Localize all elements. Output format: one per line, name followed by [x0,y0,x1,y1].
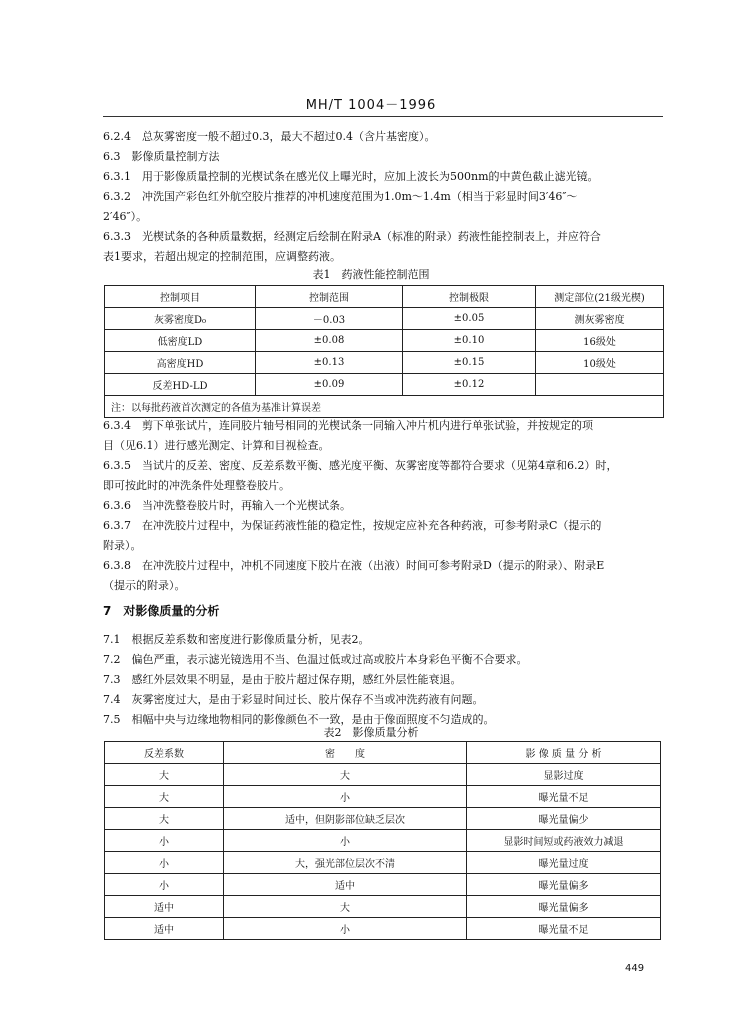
table2-cell: 适中 [105,918,224,940]
table2-header-cell: 密 度 [224,742,467,764]
table-row [105,918,661,940]
table2-cell: 显影时间短或药液效力减退 [467,830,661,852]
standard-code-header: MH/T 1004－1996 [305,98,437,113]
table2-cell: 大 [105,786,224,808]
table1-cell: ±0.10 [403,330,536,352]
table-row [105,330,664,352]
table-row [105,786,661,808]
para-6-3-5: 6.3.5 当试片的反差、密度、反差系数平衡、感光度平衡、灰雾密度等都符合要求（见第4章和6.2）时， [103,459,618,472]
table1-cell: ±0.15 [403,352,536,374]
table-row [105,308,664,330]
table1-cell: 16级处 [536,330,664,352]
table1-cell: ±0.08 [256,330,403,352]
table1-cell: 低密度LD [105,330,256,352]
para-6-3-3-cont: 表1要求，若超出规定的控制范围，应调整药液。 [103,250,341,263]
table2-cell: 大，强光部位层次不清 [224,852,467,874]
header-rule [103,116,663,117]
table2-cell: 适中 [224,874,467,896]
table1-cell [536,374,664,396]
table2-cell: 大 [224,764,467,786]
para-7-1: 7.1 根据反差系数和密度进行影像质量分析，见表2。 [103,633,370,646]
para-6-3-3: 6.3.3 光楔试条的各种质量数据，经测定后绘制在附录A（标准的附录）药液性能控制表上，并应符合 [103,230,601,243]
table1-cell: 灰雾密度D₀ [105,308,256,330]
para-7-3: 7.3 感红外层效果不明显，是由于胶片超过保存期，感红外层性能衰退。 [103,673,462,686]
table2-cell: 小 [105,874,224,896]
table2-header-cell: 影 像 质 量 分 析 [467,742,661,764]
table2-cell: 小 [224,918,467,940]
table2-header-row [105,742,661,764]
table1-cell: 10级处 [536,352,664,374]
table-row [105,764,661,786]
table2-caption: 表2 影像质量分析 [323,726,419,739]
table2-cell: 曝光量偏少 [467,808,661,830]
table2-cell: 小 [105,852,224,874]
page-number: 449 [625,963,645,974]
table2-cell: 小 [105,830,224,852]
para-6-3-8: 6.3.8 在冲洗胶片过程中，冲机不同速度下胶片在液（出液）时间可参考附录D（提示的附录）、附录E [103,559,605,572]
table-row [105,808,661,830]
table2-cell: 大 [105,764,224,786]
table1-cell: 高密度HD [105,352,256,374]
para-6-2-4: 6.2.4 总灰雾密度一般不超过0.3，最大不超过0.4（含片基密度）。 [103,130,436,143]
para-6-3-8-cont: （提示的附录）。 [103,579,186,592]
table2-header-cell: 反差系数 [105,742,224,764]
para-7-4: 7.4 灰雾密度过大，是由于彩显时间过长、胶片保存不当或冲洗药液有问题。 [103,693,484,706]
table1-cell: ±0.05 [403,308,536,330]
table2-cell: 适中，但阴影部位缺乏层次 [224,808,467,830]
para-6-3-1: 6.3.1 用于影像质量控制的光楔试条在感光仪上曝光时，应加上波长为500nm的中黄色截止滤光镜。 [103,170,599,183]
table2-cell: 小 [224,786,467,808]
para-6-3-4: 6.3.4 剪下单张试片，连同胶片轴号相同的光楔试条一同输入冲片机内进行单张试验，并按规定的项 [103,419,593,432]
para-7-5: 7.5 相幅中央与边缘地物相同的影像颜色不一致，是由于像面照度不匀造成的。 [103,713,495,726]
para-7-2: 7.2 偏色严重，表示滤光镜选用不当、色温过低或过高或胶片本身彩色平衡不合要求。 [103,653,528,666]
table-row [105,874,661,896]
table2-cell: 曝光量不足 [467,786,661,808]
para-6-3-7: 6.3.7 在冲洗胶片过程中，为保证药液性能的稳定性，按规定应补充各种药液，可参考附录C（提示的 [103,519,602,532]
table1-cell: 测灰雾密度 [536,308,664,330]
para-6-3-6: 6.3.6 当冲洗整卷胶片时，再输入一个光楔试条。 [103,499,351,512]
table1-header-cell: 控制极限 [403,286,536,308]
table1 [104,285,664,418]
table1-header-cell: 测定部位(21级光楔) [536,286,664,308]
table1-header-row [105,286,664,308]
table-row [105,852,661,874]
table1-note-row [105,396,664,418]
table2-cell: 曝光量偏多 [467,896,661,918]
para-6-3-5-cont: 即可按此时的冲洗条件处理整卷胶片。 [103,479,290,492]
table2-cell: 大 [105,808,224,830]
table1-caption: 表1 药液性能控制范围 [312,268,430,281]
para-6-3-2-cont: 2′46″）。 [103,210,148,223]
table2-cell: 适中 [105,896,224,918]
table1-cell: 反差HD-LD [105,374,256,396]
table-row [105,374,664,396]
table2 [104,741,661,940]
table1-cell: ±0.12 [403,374,536,396]
table-row [105,830,661,852]
para-6-3: 6.3 影像质量控制方法 [103,150,220,163]
table2-cell: 曝光量不足 [467,918,661,940]
table1-header-cell: 控制范围 [256,286,403,308]
para-6-3-7-cont: 附录）。 [103,539,142,552]
table1-header-cell: 控制项目 [105,286,256,308]
table2-cell: 曝光量过度 [467,852,661,874]
section-7-title: 7 对影像质量的分析 [103,604,220,618]
table1-cell: ±0.09 [256,374,403,396]
table-row [105,352,664,374]
table2-cell: 大 [224,896,467,918]
table1-cell: －0.03 [256,308,403,330]
table2-cell: 小 [224,830,467,852]
para-6-3-2: 6.3.2 冲洗国产彩色红外航空胶片推荐的冲机速度范围为1.0m～1.4m（相当于彩显时间3′46″～ [103,190,578,203]
table1-cell: ±0.13 [256,352,403,374]
table2-cell: 显影过度 [467,764,661,786]
table2-cell: 曝光量偏多 [467,874,661,896]
table1-note: 注：以每批药液首次测定的各值为基准计算误差 [105,396,664,418]
table-row [105,896,661,918]
para-6-3-4-cont: 目（见6.1）进行感光测定、计算和目视检查。 [103,439,330,452]
